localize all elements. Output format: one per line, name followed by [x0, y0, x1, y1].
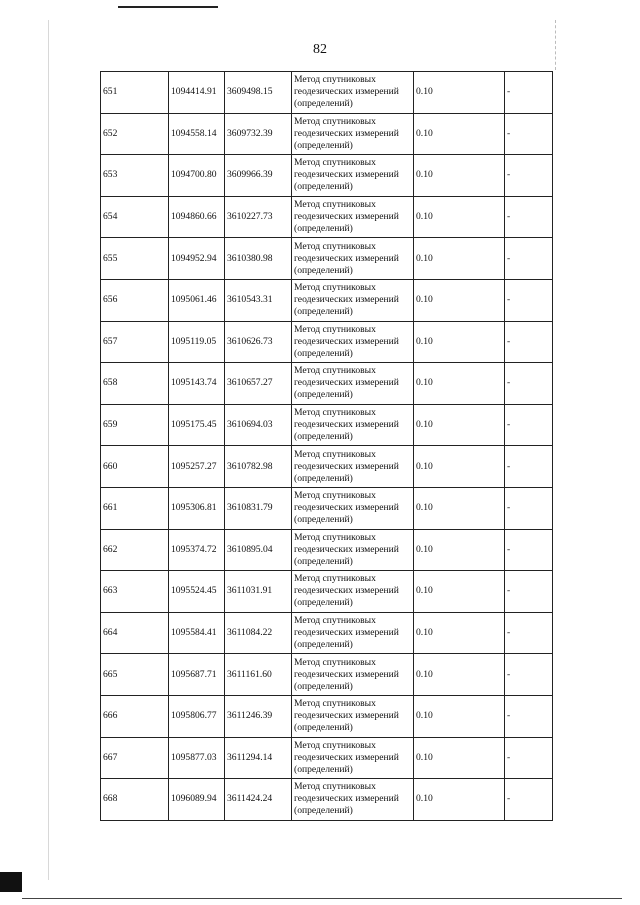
x-coordinate-cell: 1094860.66 — [169, 196, 225, 238]
point-number-cell: 661 — [101, 487, 169, 529]
method-line: геодезических измерений — [294, 751, 399, 763]
method-cell — [292, 279, 414, 321]
accuracy-cell: 0.10 — [414, 196, 505, 238]
point-number-cell: 664 — [101, 612, 169, 654]
table-row — [101, 113, 553, 155]
point-number-cell: 662 — [101, 529, 169, 571]
method-line: (определений) — [294, 722, 353, 734]
accuracy-cell: 0.10 — [414, 321, 505, 363]
method-cell — [292, 155, 414, 197]
x-coordinate-cell: 1094558.14 — [169, 113, 225, 155]
table-row — [101, 279, 553, 321]
method-line: (определений) — [294, 431, 353, 443]
method-line: (определений) — [294, 264, 353, 276]
method-line: (определений) — [294, 139, 353, 151]
table-row — [101, 155, 553, 197]
note-cell: - — [505, 113, 553, 155]
scan-artifact-bar — [0, 872, 22, 892]
method-line: Метод спутниковых — [294, 115, 376, 127]
x-coordinate-cell: 1095175.45 — [169, 404, 225, 446]
accuracy-cell: 0.10 — [414, 113, 505, 155]
method-line: геодезических измерений — [294, 585, 399, 597]
accuracy-cell: 0.10 — [414, 529, 505, 571]
method-line: Метод спутниковых — [294, 448, 376, 460]
y-coordinate-cell: 3610831.79 — [225, 487, 292, 529]
note-cell: - — [505, 571, 553, 613]
x-coordinate-cell: 1095143.74 — [169, 363, 225, 405]
x-coordinate-cell: 1096089.94 — [169, 779, 225, 821]
y-coordinate-cell: 3610657.27 — [225, 363, 292, 405]
accuracy-cell: 0.10 — [414, 279, 505, 321]
method-line: (определений) — [294, 680, 353, 692]
method-line: геодезических измерений — [294, 377, 399, 389]
method-line: геодезических измерений — [294, 211, 399, 223]
point-number-cell: 655 — [101, 238, 169, 280]
method-line: (определений) — [294, 347, 353, 359]
y-coordinate-cell: 3609498.15 — [225, 72, 292, 114]
method-line: Метод спутниковых — [294, 490, 376, 502]
method-line: Метод спутниковых — [294, 615, 376, 627]
x-coordinate-cell: 1095061.46 — [169, 279, 225, 321]
accuracy-cell: 0.10 — [414, 487, 505, 529]
table-row — [101, 196, 553, 238]
note-cell: - — [505, 404, 553, 446]
method-cell — [292, 654, 414, 696]
method-line: Метод спутниковых — [294, 323, 376, 335]
y-coordinate-cell: 3610782.98 — [225, 446, 292, 488]
point-number-cell: 657 — [101, 321, 169, 363]
point-number-cell: 654 — [101, 196, 169, 238]
method-line: геодезических измерений — [294, 252, 399, 264]
point-number-cell: 653 — [101, 155, 169, 197]
method-line: (определений) — [294, 223, 353, 235]
note-cell: - — [505, 654, 553, 696]
scan-margin-line — [48, 20, 49, 880]
accuracy-cell: 0.10 — [414, 612, 505, 654]
method-line: Метод спутниковых — [294, 656, 376, 668]
point-number-cell: 659 — [101, 404, 169, 446]
table-row — [101, 737, 553, 779]
method-line: Метод спутниковых — [294, 531, 376, 543]
note-cell: - — [505, 487, 553, 529]
method-line: (определений) — [294, 389, 353, 401]
accuracy-cell: 0.10 — [414, 238, 505, 280]
y-coordinate-cell: 3610543.31 — [225, 279, 292, 321]
note-cell: - — [505, 446, 553, 488]
table-row — [101, 404, 553, 446]
x-coordinate-cell: 1095584.41 — [169, 612, 225, 654]
method-line: (определений) — [294, 306, 353, 318]
y-coordinate-cell: 3611294.14 — [225, 737, 292, 779]
x-coordinate-cell: 1095374.72 — [169, 529, 225, 571]
method-cell — [292, 529, 414, 571]
method-line: геодезических измерений — [294, 86, 399, 98]
note-cell: - — [505, 737, 553, 779]
point-number-cell: 663 — [101, 571, 169, 613]
note-cell: - — [505, 695, 553, 737]
method-line: Метод спутниковых — [294, 157, 376, 169]
point-number-cell: 651 — [101, 72, 169, 114]
table-row — [101, 487, 553, 529]
table-row — [101, 695, 553, 737]
accuracy-cell: 0.10 — [414, 695, 505, 737]
method-cell — [292, 404, 414, 446]
accuracy-cell: 0.10 — [414, 571, 505, 613]
y-coordinate-cell: 3610694.03 — [225, 404, 292, 446]
note-cell: - — [505, 529, 553, 571]
method-line: (определений) — [294, 98, 353, 110]
method-line: (определений) — [294, 639, 353, 651]
accuracy-cell: 0.10 — [414, 446, 505, 488]
table-row — [101, 321, 553, 363]
accuracy-cell: 0.10 — [414, 779, 505, 821]
method-line: (определений) — [294, 181, 353, 193]
method-cell — [292, 363, 414, 405]
method-line: геодезических измерений — [294, 294, 399, 306]
note-cell: - — [505, 155, 553, 197]
method-line: геодезических измерений — [294, 335, 399, 347]
scan-bottom-edge — [22, 898, 622, 899]
method-line: Метод спутниковых — [294, 698, 376, 710]
y-coordinate-cell: 3610227.73 — [225, 196, 292, 238]
x-coordinate-cell: 1094700.80 — [169, 155, 225, 197]
accuracy-cell: 0.10 — [414, 72, 505, 114]
note-cell: - — [505, 72, 553, 114]
note-cell: - — [505, 321, 553, 363]
method-line: Метод спутниковых — [294, 282, 376, 294]
method-line: Метод спутниковых — [294, 74, 376, 86]
method-cell — [292, 113, 414, 155]
x-coordinate-cell: 1094414.91 — [169, 72, 225, 114]
method-line: геодезических измерений — [294, 460, 399, 472]
method-cell — [292, 695, 414, 737]
x-coordinate-cell: 1095257.27 — [169, 446, 225, 488]
method-line: геодезических измерений — [294, 793, 399, 805]
method-line: Метод спутниковых — [294, 781, 376, 793]
method-cell — [292, 612, 414, 654]
method-cell — [292, 196, 414, 238]
method-line: геодезических измерений — [294, 502, 399, 514]
method-line: Метод спутниковых — [294, 573, 376, 585]
accuracy-cell: 0.10 — [414, 654, 505, 696]
method-line: (определений) — [294, 597, 353, 609]
point-number-cell: 665 — [101, 654, 169, 696]
note-cell: - — [505, 363, 553, 405]
table-row — [101, 529, 553, 571]
accuracy-cell: 0.10 — [414, 363, 505, 405]
accuracy-cell: 0.10 — [414, 404, 505, 446]
method-line: геодезических измерений — [294, 419, 399, 431]
page-number: 82 — [313, 42, 327, 57]
method-cell — [292, 487, 414, 529]
table-body — [101, 72, 553, 821]
method-line: (определений) — [294, 514, 353, 526]
note-cell: - — [505, 779, 553, 821]
y-coordinate-cell: 3611031.91 — [225, 571, 292, 613]
accuracy-cell: 0.10 — [414, 737, 505, 779]
method-line: Метод спутниковых — [294, 739, 376, 751]
x-coordinate-cell: 1095806.77 — [169, 695, 225, 737]
method-line: геодезических измерений — [294, 127, 399, 139]
method-line: (определений) — [294, 805, 353, 817]
coordinates-table — [100, 71, 553, 821]
method-cell — [292, 72, 414, 114]
method-cell — [292, 779, 414, 821]
point-number-cell: 660 — [101, 446, 169, 488]
y-coordinate-cell: 3611084.22 — [225, 612, 292, 654]
method-line: (определений) — [294, 763, 353, 775]
table-row — [101, 571, 553, 613]
table-row — [101, 654, 553, 696]
method-line: Метод спутниковых — [294, 199, 376, 211]
point-number-cell: 652 — [101, 113, 169, 155]
x-coordinate-cell: 1094952.94 — [169, 238, 225, 280]
note-cell: - — [505, 279, 553, 321]
accuracy-cell: 0.10 — [414, 155, 505, 197]
note-cell: - — [505, 612, 553, 654]
method-line: (определений) — [294, 555, 353, 567]
method-cell — [292, 571, 414, 613]
method-line: геодезических измерений — [294, 627, 399, 639]
point-number-cell: 666 — [101, 695, 169, 737]
x-coordinate-cell: 1095119.05 — [169, 321, 225, 363]
method-line: Метод спутниковых — [294, 407, 376, 419]
table-row — [101, 779, 553, 821]
x-coordinate-cell: 1095524.45 — [169, 571, 225, 613]
point-number-cell: 656 — [101, 279, 169, 321]
note-cell: - — [505, 196, 553, 238]
y-coordinate-cell: 3610895.04 — [225, 529, 292, 571]
table-row — [101, 238, 553, 280]
method-line: (определений) — [294, 472, 353, 484]
method-line: геодезических измерений — [294, 710, 399, 722]
method-cell — [292, 238, 414, 280]
point-number-cell: 658 — [101, 363, 169, 405]
method-line: Метод спутниковых — [294, 240, 376, 252]
y-coordinate-cell: 3610380.98 — [225, 238, 292, 280]
note-cell: - — [505, 238, 553, 280]
method-cell — [292, 446, 414, 488]
y-coordinate-cell: 3611246.39 — [225, 695, 292, 737]
method-line: геодезических измерений — [294, 668, 399, 680]
y-coordinate-cell: 3609732.39 — [225, 113, 292, 155]
table-row — [101, 363, 553, 405]
point-number-cell: 668 — [101, 779, 169, 821]
x-coordinate-cell: 1095687.71 — [169, 654, 225, 696]
y-coordinate-cell: 3609966.39 — [225, 155, 292, 197]
scan-artifact-line — [118, 6, 218, 8]
method-cell — [292, 321, 414, 363]
method-line: Метод спутниковых — [294, 365, 376, 377]
table-row — [101, 612, 553, 654]
method-cell — [292, 737, 414, 779]
table-row — [101, 446, 553, 488]
x-coordinate-cell: 1095877.03 — [169, 737, 225, 779]
y-coordinate-cell: 3611424.24 — [225, 779, 292, 821]
y-coordinate-cell: 3610626.73 — [225, 321, 292, 363]
point-number-cell: 667 — [101, 737, 169, 779]
method-line: геодезических измерений — [294, 543, 399, 555]
x-coordinate-cell: 1095306.81 — [169, 487, 225, 529]
table-row — [101, 72, 553, 114]
method-line: геодезических измерений — [294, 169, 399, 181]
y-coordinate-cell: 3611161.60 — [225, 654, 292, 696]
